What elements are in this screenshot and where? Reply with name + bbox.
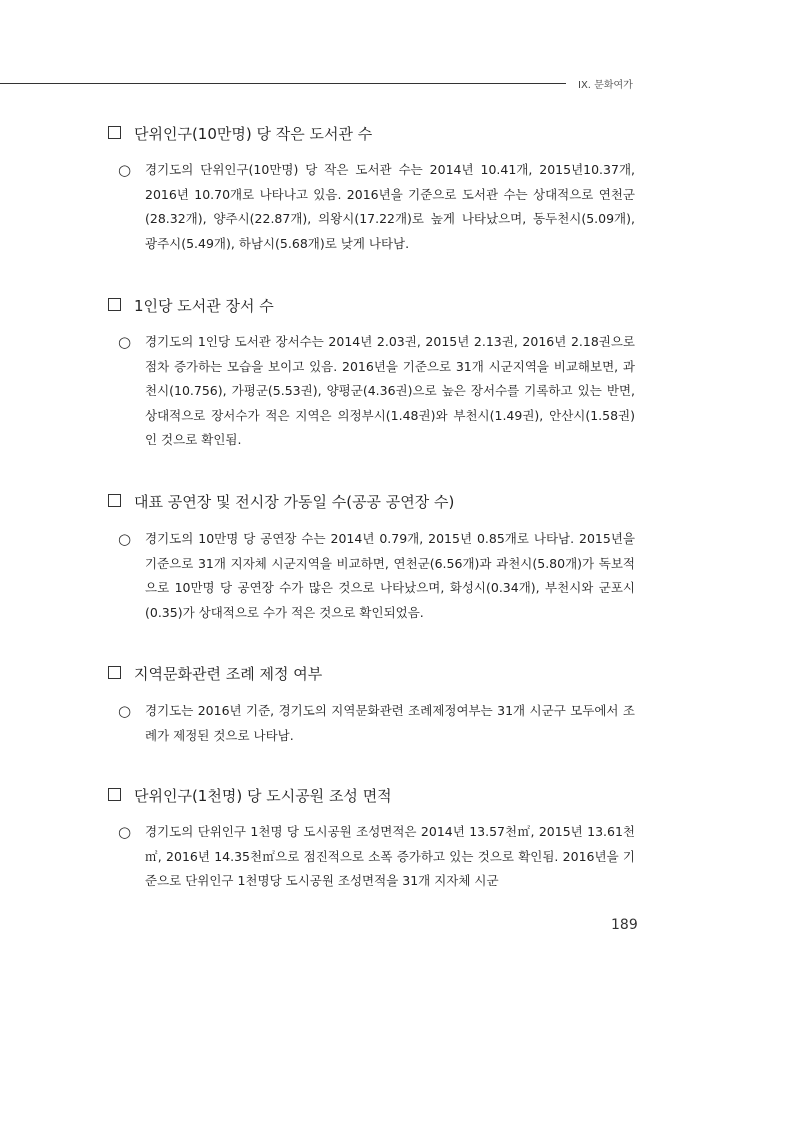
section-heading: [108, 295, 274, 316]
section-heading-text: 1인당 도서관 장서 수: [134, 297, 274, 315]
bullet-circle-icon: ○: [118, 823, 132, 841]
checkbox-square-icon: [108, 788, 121, 801]
section-heading-text: 대표 공연장 및 전시장 가동일 수(공공 공연장 수): [134, 493, 455, 511]
section-body: 경기도의 단위인구 1천명 당 도시공원 조성면적은 2014년 13.57천㎡, 2015년 13.61천㎡, 2016년 14.35천㎡으로 점진적으로 소폭 증가하고 있는 것으로 확인됨. 2016년을 기준으로 단위인구 1천명당 도시공원 조성면적을 31개 지자체 시군: [145, 824, 635, 888]
section-heading: [108, 491, 454, 512]
section-body: 경기도의 1인당 도서관 장서수는 2014년 2.03권, 2015년 2.13권, 2016년 2.18권으로 점차 증가하는 모습을 보이고 있음. 2016년을 기준으로 31개 시군지역을 비교해보면, 과천시(10.756), 가평군(5.53권), 양평군(4.36권)으로 높은 장서수를 기록하고 있는 반면, 상대적으로 장서수가 적은 지역은 의정부시(1.48권)와 부천시(1.49권), 안산시(1.58권)인 것으로 확인됨.: [145, 334, 635, 447]
section-heading: [108, 123, 372, 144]
section-heading-text: 단위인구(1천명) 당 도시공원 조성 면적: [134, 787, 392, 805]
bullet-circle-icon: ○: [118, 161, 132, 179]
bullet-circle-icon: ○: [118, 333, 132, 351]
checkbox-square-icon: [108, 494, 121, 507]
checkbox-square-icon: [108, 126, 121, 139]
section-body: 경기도의 10만명 당 공연장 수는 2014년 0.79개, 2015년 0.85개로 나타남. 2015년을 기준으로 31개 지자체 시군지역을 비교하면, 연천군(6.56개)과 과천시(5.80개)가 독보적으로 10만명 당 공연장 수가 많은 것으로 나타났으며, 화성시(0.34개), 부천시와 군포시(0.35)가 상대적으로 수가 적은 것으로 확인되었음.: [145, 531, 635, 620]
bullet-circle-icon: ○: [118, 702, 132, 720]
section-body: 경기도의 단위인구(10만명) 당 작은 도서관 수는 2014년 10.41개, 2015년10.37개, 2016년 10.70개로 나타나고 있음. 2016년을 기준으로 도서관 수는 상대적으로 연천군(28.32개), 양주시(22.87개), 의왕시(17.22개)로 높게 나타났으며, 동두천시(5.09개), 광주시(5.49개), 하남시(5.68개)로 낮게 나타남.: [145, 162, 635, 251]
header-rule: [0, 83, 566, 84]
checkbox-square-icon: [108, 666, 121, 679]
chapter-title: IX. 문화여가: [578, 80, 633, 91]
checkbox-square-icon: [108, 298, 121, 311]
section-heading: [108, 785, 392, 806]
section-heading-text: 단위인구(10만명) 당 작은 도서관 수: [134, 125, 373, 143]
page-number: 189: [611, 917, 638, 933]
section-body: 경기도는 2016년 기준, 경기도의 지역문화관련 조례제정여부는 31개 시군구 모두에서 조례가 제정된 것으로 나타남.: [145, 703, 635, 743]
bullet-circle-icon: ○: [118, 530, 132, 548]
section-heading: [108, 663, 322, 684]
section-heading-text: 지역문화관련 조례 제정 여부: [134, 665, 323, 683]
